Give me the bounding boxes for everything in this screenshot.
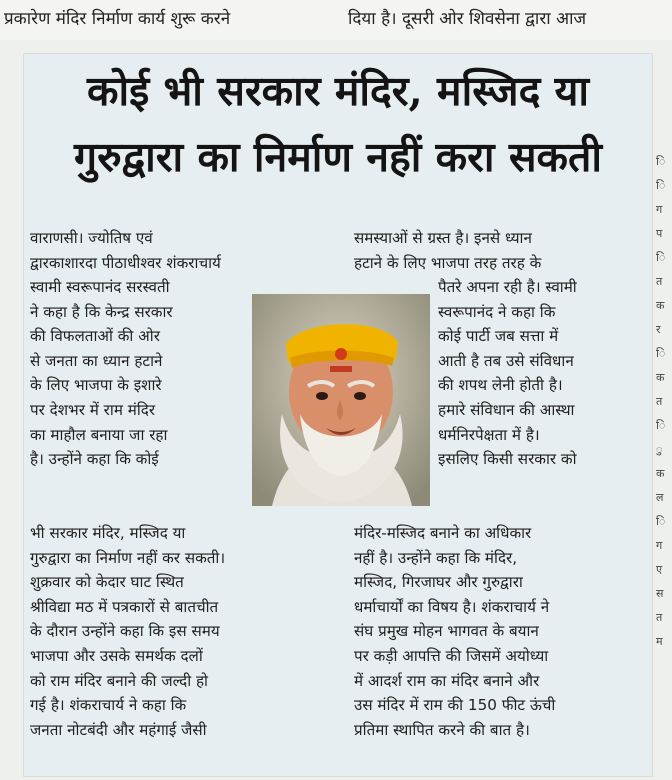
article-line: में आदर्श राम का मंदिर बनाने और: [354, 671, 540, 690]
article-left-column-wrap: [30, 275, 248, 472]
previous-article-right-text: दिया है। दूसरी ओर शिवसेना द्वारा आज: [348, 9, 587, 29]
article-line: पर देशभर में राम मंदिर: [30, 400, 156, 419]
article-line: स्वामी स्वरूपानंद सरस्वती: [30, 278, 170, 296]
adjacent-article-char: ग: [656, 203, 663, 216]
article-line: भी सरकार मंदिर, मस्जिद या: [30, 524, 186, 542]
article-left-column-bottom: [30, 521, 332, 742]
adjacent-article-char: ल: [656, 491, 664, 504]
article-line: पर कड़ी आपत्ति की जिसमें अयोध्या: [354, 646, 549, 665]
article-line: हटाने के लिए भाजपा तरह तरह के: [354, 253, 542, 272]
article-line: है। उन्होंने कहा कि कोई: [30, 450, 159, 469]
article-line: से जनता का ध्यान हटाने: [30, 351, 163, 370]
article-line: इसलिए किसी सरकार को: [438, 450, 577, 469]
article-line: स्वरूपानंद ने कहा कि: [438, 302, 556, 321]
adjacent-article-char: ि: [656, 251, 666, 264]
adjacent-article-char: ए: [656, 563, 663, 576]
article-line: धर्माचार्यों का विषय है। शंकराचार्य ने: [354, 597, 550, 616]
article-line: भाजपा और उसके समर्थक दलों: [30, 646, 203, 665]
adjacent-article-char: ु: [656, 443, 663, 456]
article-line: के लिए भाजपा के इशारे: [30, 376, 162, 395]
article-line: समस्याओं से ग्रस्त है। इनसे ध्यान: [354, 229, 532, 247]
article-line: नहीं है। उन्होंने कहा कि मंदिर,: [354, 548, 518, 567]
previous-article-left-text: प्रकारेण मंदिर निर्माण कार्य शुरू करने: [4, 9, 231, 29]
article-line: शुक्रवार को केदार घाट स्थित: [30, 573, 184, 592]
article-left-column-top: [30, 226, 332, 275]
article-right-column-wrap: [438, 275, 646, 472]
previous-article-strip: [0, 0, 672, 40]
adjacent-article-char: ि: [656, 515, 666, 528]
portrait-image: [252, 294, 430, 506]
adjacent-article-char: क: [656, 299, 665, 312]
adjacent-article-char: त: [656, 611, 663, 624]
article-line: जनता नोटबंदी और महंगाई जैसी: [30, 720, 207, 739]
adjacent-article-char: प: [656, 227, 663, 240]
article-line: गुरुद्वारा का निर्माण नहीं कर सकती।: [30, 548, 226, 567]
article-line: आती है तब उसे संविधान: [438, 351, 574, 370]
article-line: गई है। शंकराचार्य ने कहा कि: [30, 696, 187, 715]
article-line: की विफलताओं की ओर: [30, 327, 160, 346]
article-line: द्वारकाशारदा पीठाधीश्वर शंकराचार्य: [30, 253, 221, 272]
article-line: ने कहा है कि केन्द्र सरकार: [30, 302, 173, 321]
article-line: मस्जिद, गिरजाघर और गुरुद्वारा: [354, 573, 523, 592]
article-line: धर्मनिरपेक्षता में है।: [438, 425, 540, 444]
adjacent-article-char: ि: [656, 419, 666, 432]
headline-line-2: गुरुद्वारा का निर्माण नहीं करा सकती: [73, 133, 603, 181]
article-line: पैतरे अपना रही है। स्वामी: [438, 278, 577, 296]
adjacent-article-char: स: [656, 587, 664, 600]
news-clipping: [24, 54, 652, 776]
adjacent-article-char: र: [656, 323, 661, 336]
article-line: के दौरान उन्होंने कहा कि इस समय: [30, 622, 220, 641]
article-line: उस मंदिर में राम की 150 फीट ऊंची: [354, 696, 556, 715]
headline: [24, 58, 652, 190]
adjacent-article-char: त: [656, 275, 663, 288]
adjacent-article-char: क: [656, 371, 665, 384]
adjacent-article-char: म: [656, 635, 663, 648]
article-line: प्रतिमा स्थापित करने की बात है।: [354, 720, 530, 739]
article-line: मंदिर-मस्जिद बनाने का अधिकार: [354, 524, 532, 542]
shankaracharya-photo: [252, 294, 430, 506]
article-line: की शपथ लेनी होती है।: [438, 376, 563, 395]
adjacent-article-char: ि: [656, 155, 666, 168]
article-line: संघ प्रमुख मोहन भागवत के बयान: [354, 622, 539, 641]
article-line: श्रीविद्या मठ में पत्रकारों से बातचीत: [30, 597, 219, 616]
adjacent-article-char: ि: [656, 179, 666, 192]
article-right-column-bottom: [354, 521, 646, 742]
article-line: वाराणसी। ज्योतिष एवं: [30, 229, 153, 247]
adjacent-article-char: क: [656, 467, 665, 480]
article-line: का माहौल बनाया जा रहा: [30, 425, 168, 444]
article-line: कोई पार्टी जब सत्ता में: [438, 327, 559, 346]
article-line: हमारे संविधान की आस्था: [438, 400, 575, 419]
adjacent-article-edge: [656, 150, 672, 780]
adjacent-article-char: त: [656, 395, 663, 408]
article-right-column-top: [354, 226, 646, 275]
adjacent-article-char: ग: [656, 539, 663, 552]
article-line: को राम मंदिर बनाने की जल्दी हो: [30, 671, 208, 690]
adjacent-article-char: ि: [656, 347, 666, 360]
headline-line-1: कोई भी सरकार मंदिर, मस्जिद या: [86, 67, 590, 115]
